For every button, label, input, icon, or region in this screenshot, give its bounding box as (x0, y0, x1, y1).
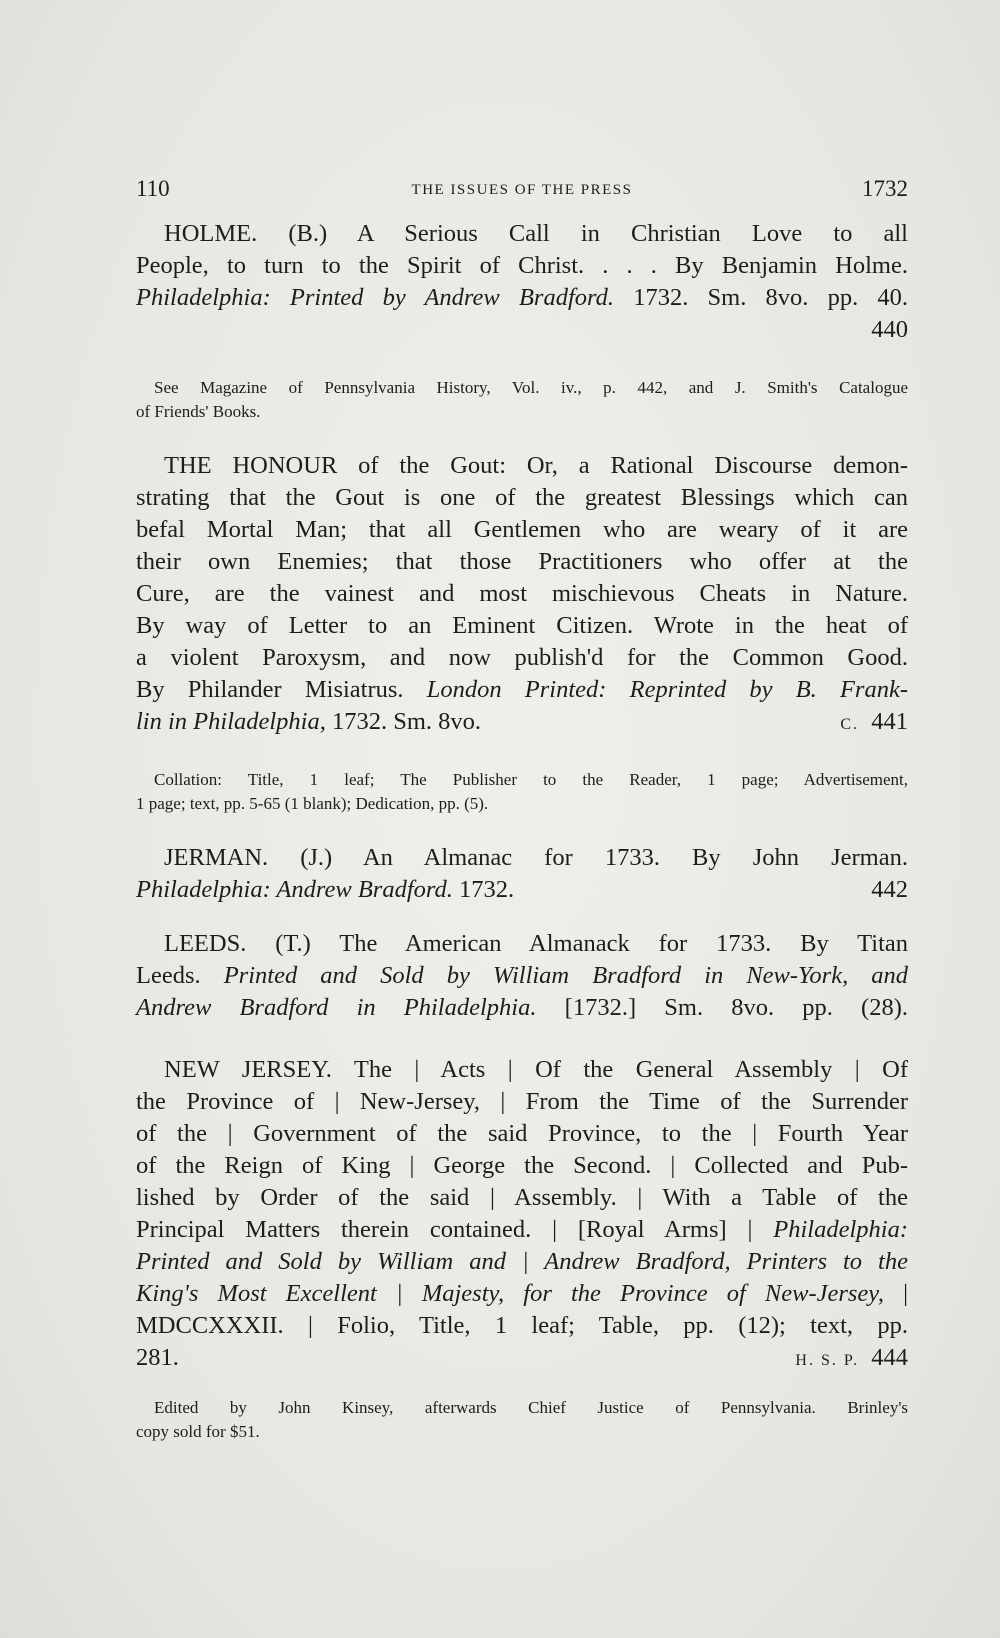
imprint-rest: [1732.] Sm. 8vo. pp. (28). (564, 994, 908, 1021)
note-line: copy sold for $51. (136, 1422, 260, 1441)
entry-line: strating that the Gout is one of the greatest Blessings which can (136, 484, 908, 511)
entry-line: of the Reign of King | George the Second. | Collected and Pub- (136, 1152, 908, 1179)
entry-jerman (136, 842, 908, 906)
location-code: H. S. P. (795, 1352, 859, 1369)
author-text: By Philander Misiatrus. (136, 676, 404, 703)
location-code: C. (840, 716, 859, 733)
entry-line: lished by Order of the said | Assembly. | With a Table of the (136, 1184, 908, 1211)
entry-line: By way of Letter to an Eminent Citizen. Wrote in the heat of (136, 612, 908, 639)
entry-line: the Province of | New-Jersey, | From the Time of the Surrender (136, 1088, 908, 1115)
entry-line: JERMAN. (J.) An Almanac for 1733. By John Jerman. (164, 844, 908, 871)
note-line: of Friends' Books. (136, 402, 261, 421)
imprint-italic: Andrew Bradford in Philadelphia. (136, 994, 537, 1021)
note-line: 1 page; text, pp. 5-65 (1 blank); Dedication, pp. (5). (136, 794, 489, 813)
running-year: 1732 (862, 176, 908, 201)
imprint-italic: Printed and Sold by William and | Andrew Bradford, Printers to the (136, 1248, 908, 1275)
imprint-italic: lin in Philadelphia, (136, 708, 326, 735)
separator: | (903, 1280, 909, 1307)
entry-line (136, 1214, 908, 1246)
entry-line (136, 1278, 908, 1310)
imprint-italic: Philadelphia: (773, 1216, 908, 1243)
imprint-rest: 1732. Sm. 8vo. (332, 708, 482, 735)
entry-number: 440 (871, 316, 908, 343)
entry-line: People, to turn to the Spirit of Christ. . . . By Benjamin Holme. (136, 252, 908, 279)
entry-line: HOLME. (B.) A Serious Call in Christian Love to all (164, 220, 908, 247)
note-line: Collation: Title, 1 leaf; The Publisher to the Reader, 1 page; Advertisement, (154, 770, 908, 789)
entry-line: befal Mortal Man; that all Gentlemen who are weary of it are (136, 516, 908, 543)
page-number: 110 (136, 176, 170, 201)
author-text: Leeds. (136, 962, 201, 989)
entry-line (136, 960, 908, 992)
imprint-italic: London Printed: Reprinted by B. Frank- (426, 676, 908, 703)
entry-number: 441 (871, 708, 908, 735)
entry-line: a violent Paroxysm, and now publish'd for the Common Good. (136, 644, 908, 671)
entry-imprint (136, 282, 908, 314)
imprint-italic: Philadelphia: Andrew Bradford. (136, 876, 453, 903)
entry-number: 442 (871, 876, 908, 903)
entry-leeds (136, 928, 908, 1024)
entry-imprint (136, 992, 908, 1024)
entry-line (136, 1246, 908, 1278)
note-line: See Magazine of Pennsylvania History, Vol. iv., p. 442, and J. Smith's Catalogue (154, 378, 908, 397)
entry-line: MDCCXXXII. | Folio, Title, 1 leaf; Table, pp. (12); text, pp. (136, 1312, 908, 1339)
imprint-italic: Printed and Sold by William Bradford in New-York, and (223, 962, 909, 989)
entry-line: Cure, are the vainest and most mischievous Cheats in Nature. (136, 580, 908, 607)
imprint-italic: King's Most Excellent | Majesty, for the Province of New-Jersey, (136, 1280, 884, 1307)
entry-line: of the | Government of the said Province, to the | Fourth Year (136, 1120, 908, 1147)
entry-new-jersey (136, 1054, 908, 1374)
entry-line (136, 674, 908, 706)
entry-line: their own Enemies; that those Practitioners who offer at the (136, 548, 908, 575)
pages-text: 281. (136, 1344, 179, 1371)
note-new-jersey (136, 1396, 908, 1444)
entry-line: NEW JERSEY. The | Acts | Of the General Assembly | Of (164, 1056, 908, 1083)
imprint-rest: 1732. Sm. 8vo. pp. 40. (633, 284, 909, 311)
note-holme (136, 376, 908, 424)
imprint-rest: 1732. (459, 876, 515, 903)
running-title: THE ISSUES OF THE PRESS (411, 182, 633, 198)
running-head (136, 176, 908, 210)
note-line: Edited by John Kinsey, afterwards Chief Justice of Pennsylvania. Brinley's (154, 1398, 908, 1417)
entry-number: 444 (871, 1344, 908, 1371)
entry-imprint (136, 1342, 908, 1374)
entry-honour (136, 450, 908, 738)
entry-imprint (136, 706, 908, 738)
entry-imprint (136, 874, 908, 906)
entry-line: LEEDS. (T.) The American Almanack for 1733. By Titan (164, 930, 908, 957)
imprint-italic: Philadelphia: Printed by Andrew Bradford. (136, 284, 615, 311)
entry-line: THE HONOUR of the Gout: Or, a Rational Discourse demon- (164, 452, 908, 479)
title-text: Principal Matters therein contained. | [Royal Arms] | (136, 1216, 753, 1243)
entry-holme (136, 218, 908, 346)
note-honour (136, 768, 908, 816)
